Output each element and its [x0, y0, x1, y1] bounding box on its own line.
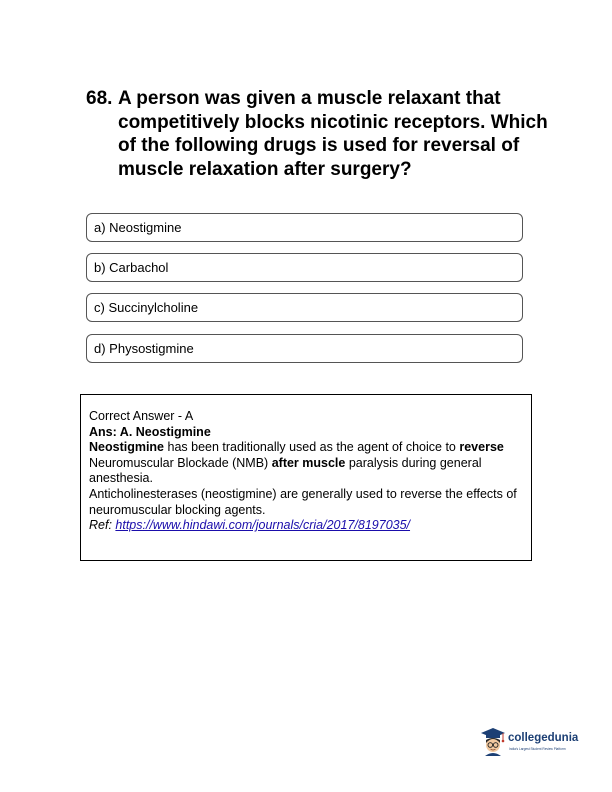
option-c[interactable]: c) Succinylcholine — [86, 293, 523, 322]
question-number: 68. — [86, 88, 113, 109]
after-muscle-keyword: after muscle — [271, 455, 346, 470]
answer-box — [80, 394, 532, 561]
explanation-paragraph-1: Neostigmine has been traditionally used as the agent of choice to reverse Neuromuscular Blockade (NMB) after muscle paralysis during general anesthesia. — [89, 440, 504, 486]
collegedunia-logo — [480, 727, 584, 757]
reference-link[interactable]: https://www.hindawi.com/journals/cria/2017/8197035/ — [115, 518, 411, 533]
answer-heading: Ans: A. Neostigmine — [89, 424, 211, 439]
option-b[interactable]: b) Carbachol — [86, 253, 523, 282]
option-a[interactable]: a) Neostigmine — [86, 213, 523, 242]
graduate-mascot-icon — [480, 727, 506, 757]
reference-line — [89, 518, 523, 534]
option-d[interactable]: d) Physostigmine — [86, 334, 523, 363]
logo-tagline: India's Largest Student Review Platform — [509, 747, 566, 751]
correct-answer-line: Correct Answer - A — [89, 409, 194, 423]
question-text: A person was given a muscle relaxant that competitively blocks nicotinic receptors. Which of the following drugs is used for reversal of muscle relaxation after surgery? — [118, 88, 548, 180]
explanation-paragraph-2: Anticholinesterases (neostigmine) are generally used to reverse the effects of neuromuscular blocking agents. — [89, 486, 517, 517]
drug-name: Neostigmine — [89, 440, 165, 455]
logo-wordmark: collegedunia — [508, 732, 579, 744]
reference-label: Ref: — [89, 518, 116, 533]
reverse-keyword: reverse — [459, 440, 504, 455]
